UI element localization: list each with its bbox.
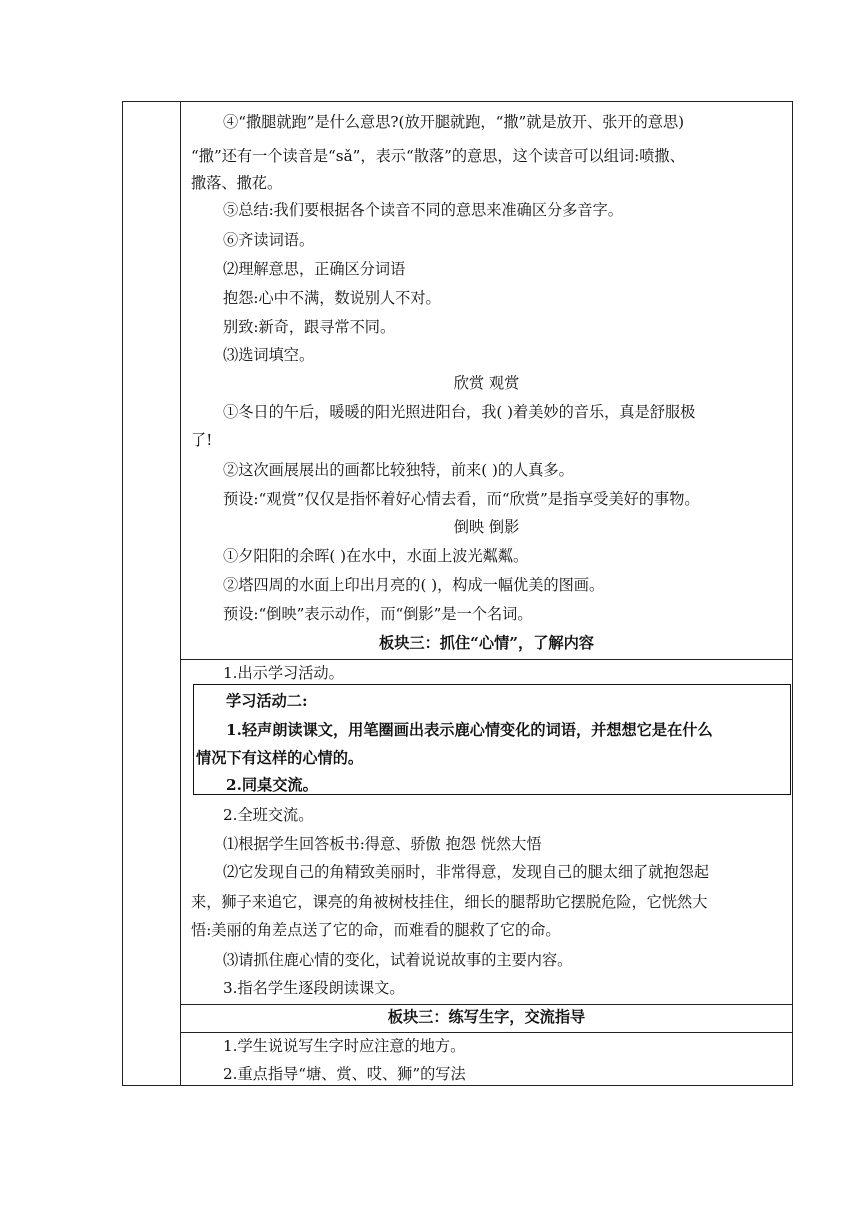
lesson-table (122, 101, 793, 1086)
text-line: 2.重点指导“塘、赏、哎、狮”的写法 (223, 1065, 466, 1083)
text-line: 3.指名学生逐段朗读课文。 (223, 979, 405, 997)
text-line: ②塔四周的水面上印出月亮的( )，构成一幅优美的图画。 (223, 576, 605, 594)
text-line: ⑶请抓住鹿心情的变化，试着说说故事的主要内容。 (223, 951, 573, 969)
text-line: ②这次画展展出的画都比较独特，前来( )的人真多。 (223, 461, 574, 479)
row-divider (181, 1032, 792, 1033)
text-line: 2.全班交流。 (223, 806, 314, 824)
text-line: 1.学生说说写生字时应注意的地方。 (223, 1037, 466, 1055)
section-heading: 板块三：抓住“心情”，了解内容 (379, 634, 594, 652)
text-line: 别致:新奇，跟寻常不同。 (223, 318, 396, 336)
word-choice-header: 倒映 倒影 (453, 518, 520, 536)
text-line: 撒落、撒花。 (191, 174, 283, 192)
row-divider (181, 1004, 792, 1005)
text-line: ⑴根据学生回答板书:得意、骄傲 抱怨 恍然大悟 (223, 835, 542, 853)
section-heading: 板块三：练写生字，交流指导 (387, 1008, 586, 1026)
text-line: ①夕阳阳的余晖( )在水中，水面上波光粼粼。 (223, 547, 529, 565)
word-choice-header: 欣赏 观赏 (453, 374, 520, 392)
text-line: ⑵它发现自己的角精致美丽时，非常得意，发现自己的腿太细了就抱怨起 (223, 863, 709, 881)
row-divider (181, 659, 792, 660)
text-line: “撒”还有一个读音是“sǎ”，表示“散落”的意思，这个读音可以组词:喷撒、 (191, 147, 685, 165)
content-cell (181, 102, 792, 1085)
text-line: 预设:“观赏”仅仅是指怀着好心情去看，而“欣赏”是指享受美好的事物。 (223, 490, 700, 508)
activity-item: 2.同桌交流。 (226, 776, 318, 794)
text-line: 1.出示学习活动。 (223, 664, 344, 682)
text-line: ④“撒腿就跑”是什么意思?(放开腿就跑，“撒”就是放开、张开的意思) (223, 113, 685, 131)
left-column-cell (123, 102, 181, 1085)
text-line: 抱怨:心中不满，数说别人不对。 (223, 289, 441, 307)
text-line: ⑥齐读词语。 (223, 231, 315, 249)
text-line: 预设:“倒映”表示动作，而“倒影”是一个名词。 (223, 605, 533, 623)
text-line: 了! (191, 431, 213, 449)
text-line: ⑶选词填空。 (223, 346, 315, 364)
text-line: 来，狮子来追它，课亮的角被树枝挂住，细长的腿帮助它摆脱危险，它恍然大 (191, 893, 708, 911)
activity-title: 学习活动二: (226, 692, 308, 710)
text-line: ⑵理解意思，正确区分词语 (223, 260, 406, 278)
text-line: 悟:美丽的角差点送了它的命，而难看的腿救了它的命。 (191, 921, 561, 939)
text-line: ⑤总结:我们要根据各个读音不同的意思来准确区分多音字。 (223, 201, 623, 219)
learning-activity-box (193, 684, 791, 795)
activity-item: 1.轻声朗读课文，用笔圈画出表示鹿心情变化的词语，并想想它是在什么 (226, 721, 713, 739)
activity-item: 情况下有这样的心情的。 (196, 749, 364, 767)
text-line: ①冬日的午后，暖暖的阳光照进阳台，我( )着美妙的音乐，真是舒服极 (223, 403, 696, 421)
